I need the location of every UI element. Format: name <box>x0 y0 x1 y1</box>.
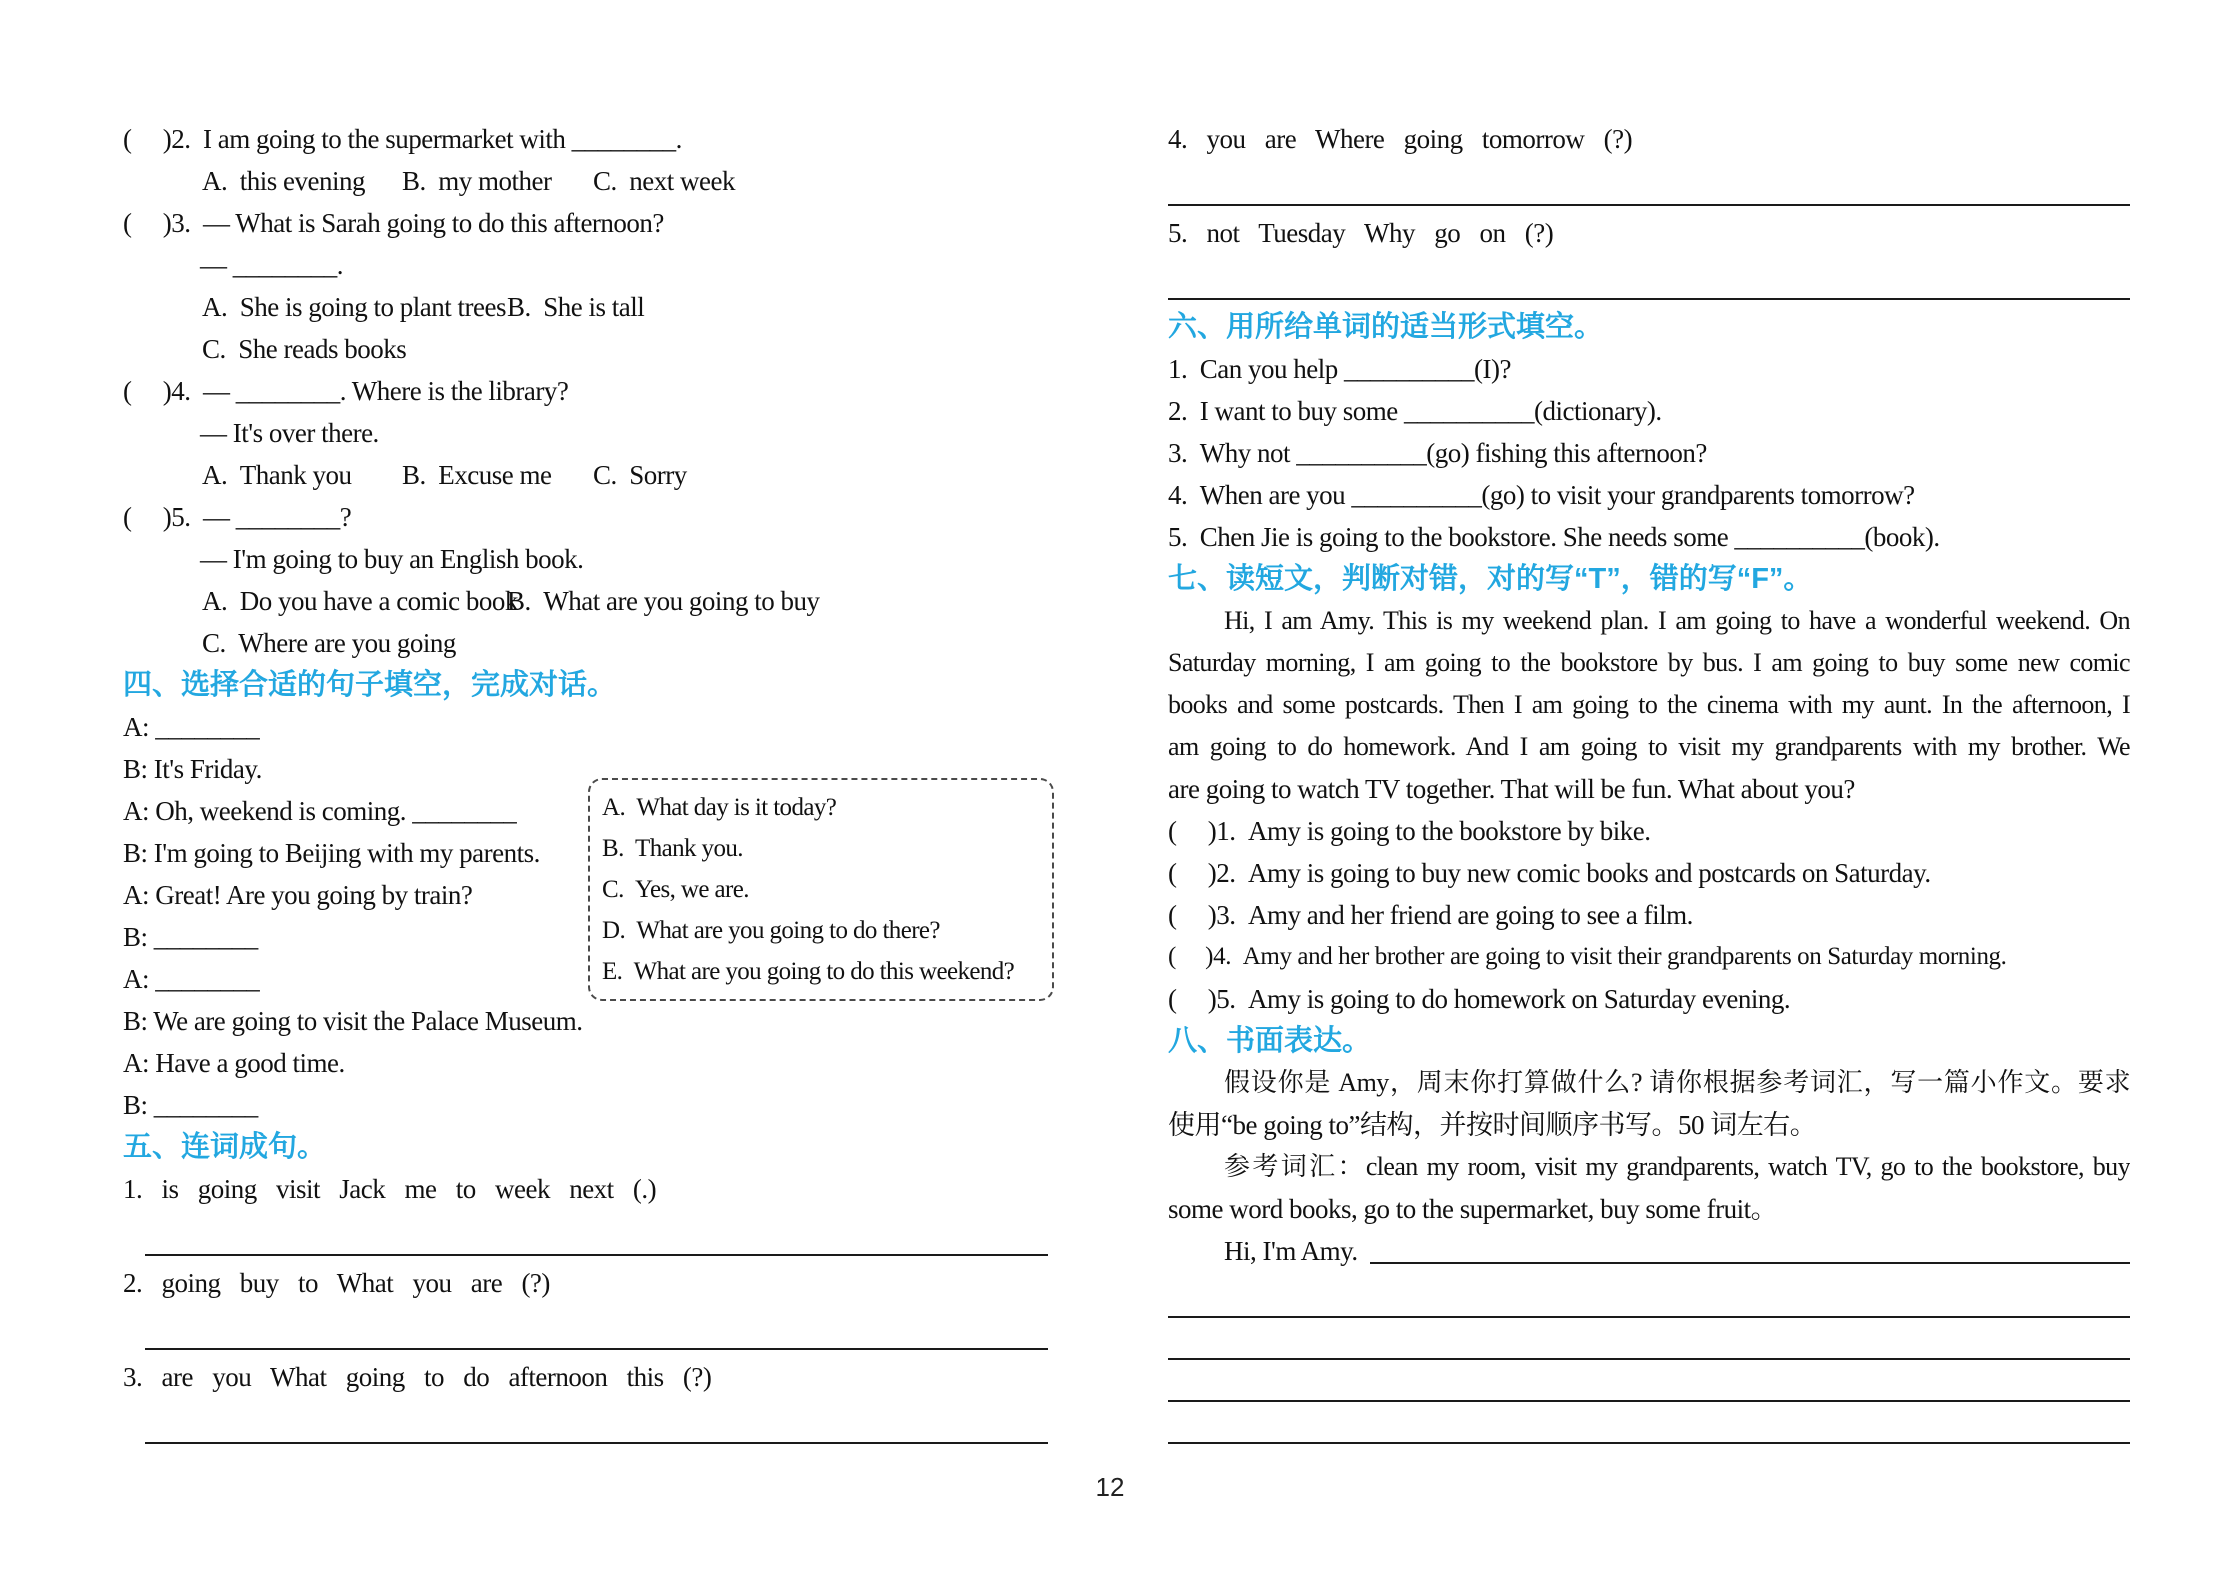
text-line: 3. are you What going to do afternoon this (?) <box>123 1362 712 1392</box>
section-heading: 八、书面表达。 <box>1168 1025 1372 1057</box>
text-line: B: We are going to visit the Palace Museum. <box>123 1006 583 1036</box>
text-line: books and some postcards. Then I am going to the cinema with my aunt. In the afternoon, I <box>1168 690 2130 719</box>
answer-line-rule <box>1168 298 2130 300</box>
text-line: A: Oh, weekend is coming. ________ <box>123 796 517 826</box>
option-item: C. Sorry <box>593 460 687 490</box>
text-line: 假设你是 Amy，周末你打算做什么? 请你根据参考词汇，写一篇小作文。要求 <box>1224 1068 2130 1097</box>
text-line: am going to do homework. And I am going to visit my grandparents with my brother. We <box>1168 732 2130 761</box>
box-option: D. What are you going to do there? <box>602 917 940 944</box>
text-line: ( )5. Amy is going to do homework on Saturday evening. <box>1168 984 1791 1014</box>
text-line: C. She reads books <box>202 334 407 364</box>
option-item: B. What are you going to buy <box>507 586 820 616</box>
text-line: B: I'm going to Beijing with my parents. <box>123 838 540 868</box>
option-item: A. Do you have a comic book <box>202 586 518 616</box>
box-option: A. What day is it today? <box>602 794 837 821</box>
text-line: A: Have a good time. <box>123 1048 345 1078</box>
text-line: — I'm going to buy an English book. <box>200 544 584 574</box>
box-option: B. Thank you. <box>602 835 743 862</box>
text-line: C. Where are you going <box>202 628 456 658</box>
text-line: Saturday morning, I am going to the bookstore by bus. I am going to buy some new comic <box>1168 648 2130 677</box>
text-line: 2. going buy to What you are (?) <box>123 1268 550 1298</box>
option-item: A. Thank you <box>202 460 352 490</box>
blank-line <box>1370 1230 2130 1264</box>
options-row <box>123 286 1048 328</box>
answer-line-rule <box>145 1348 1048 1350</box>
text-line: A: Great! Are you going by train? <box>123 880 473 910</box>
page-number: 12 <box>1095 1472 1125 1502</box>
answer-line <box>1168 1272 2130 1324</box>
text-line: B: ________ <box>123 922 258 952</box>
text-line: A: ________ <box>123 712 260 742</box>
section-heading: 六、用所给单词的适当形式填空。 <box>1168 311 1604 343</box>
option-item: C. next week <box>593 166 735 196</box>
text-line: 1. is going visit Jack me to week next (.) <box>123 1174 657 1204</box>
section-heading: 七、读短文，判断对错，对的写“T”，错的写“F”。 <box>1168 563 1813 595</box>
box-option: C. Yes, we are. <box>602 876 749 903</box>
text-line: some word books, go to the supermarket, buy some fruit。 <box>1168 1194 1778 1224</box>
answer-line-rule <box>1168 1316 2130 1318</box>
text-line: 使用“be going to”结构，并按时间顺序书写。50 词左右。 <box>1168 1110 1817 1140</box>
text-line: 4. When are you __________(go) to visit your grandparents tomorrow? <box>1168 480 1915 510</box>
text-line: B: It's Friday. <box>123 754 262 784</box>
text-line: ( )4. Amy and her brother are going to visit their grandparents on Saturday morning. <box>1168 943 2007 970</box>
option-item: B. She is tall <box>507 292 645 322</box>
answer-line <box>123 1210 1048 1262</box>
answer-line-rule <box>145 1254 1048 1256</box>
answer-line-rule <box>1168 1400 2130 1402</box>
box-option: E. What are you going to do this weekend? <box>602 958 1015 985</box>
answer-line <box>123 1398 1048 1450</box>
text-line: — It's over there. <box>200 418 379 448</box>
option-item: B. my mother <box>402 166 552 196</box>
text-line: ( )1. Amy is going to the bookstore by bike. <box>1168 816 1651 846</box>
text-line: are going to watch TV together. That will be fun. What about you? <box>1168 774 1855 804</box>
text-line: 3. Why not __________(go) fishing this afternoon? <box>1168 438 1707 468</box>
answer-line-rule <box>145 1442 1048 1444</box>
answer-line-rule <box>1168 1358 2130 1360</box>
answer-line <box>1168 1408 2130 1450</box>
sentence-options-box <box>588 778 1054 1001</box>
text-line: 参考词汇：clean my room, visit my grandparents, watch TV, go to the bookstore, buy <box>1224 1152 2130 1181</box>
lead-text: Hi, I'm Amy. <box>1224 1236 1364 1266</box>
option-item: B. Excuse me <box>402 460 552 490</box>
text-line: ( )3. Amy and her friend are going to see a film. <box>1168 900 1693 930</box>
answer-line <box>1168 160 2130 212</box>
right-column <box>1168 118 2130 1450</box>
text-line: ( )2. I am going to the supermarket with ________. <box>123 124 682 154</box>
options-row <box>123 160 1048 202</box>
text-line-with-blank <box>1168 1230 2130 1272</box>
text-line: ( )5. — ________? <box>123 502 352 532</box>
text-line: 1. Can you help __________(I)? <box>1168 354 1511 384</box>
section-heading: 四、选择合适的句子填空，完成对话。 <box>123 669 617 701</box>
option-item: A. this evening <box>202 166 365 196</box>
answer-line <box>1168 254 2130 306</box>
text-line: 4. you are Where going tomorrow (?) <box>1168 124 1633 154</box>
text-line: 5. Chen Jie is going to the bookstore. She needs some __________(book). <box>1168 522 1940 552</box>
text-line: ( )4. — ________. Where is the library? <box>123 376 569 406</box>
text-line: ( )3. — What is Sarah going to do this afternoon? <box>123 208 664 238</box>
answer-line <box>123 1304 1048 1356</box>
option-item: A. She is going to plant trees <box>202 292 506 322</box>
text-line: ( )2. Amy is going to buy new comic books and postcards on Saturday. <box>1168 858 1931 888</box>
answer-line-rule <box>1168 1442 2130 1444</box>
answer-line-rule <box>1168 204 2130 206</box>
answer-line <box>1168 1324 2130 1366</box>
text-line: Hi, I am Amy. This is my weekend plan. I am going to have a wonderful weekend. On <box>1224 606 2130 635</box>
options-row <box>123 454 1048 496</box>
text-line: 5. not Tuesday Why go on (?) <box>1168 218 1554 248</box>
text-line: 2. I want to buy some __________(dictionary). <box>1168 396 1662 426</box>
answer-line <box>1168 1366 2130 1408</box>
section-heading: 五、连词成句。 <box>123 1131 327 1163</box>
options-row <box>123 580 1048 622</box>
text-line: B: ________ <box>123 1090 258 1120</box>
text-line: — ________. <box>200 250 343 280</box>
text-line: A: ________ <box>123 964 260 994</box>
